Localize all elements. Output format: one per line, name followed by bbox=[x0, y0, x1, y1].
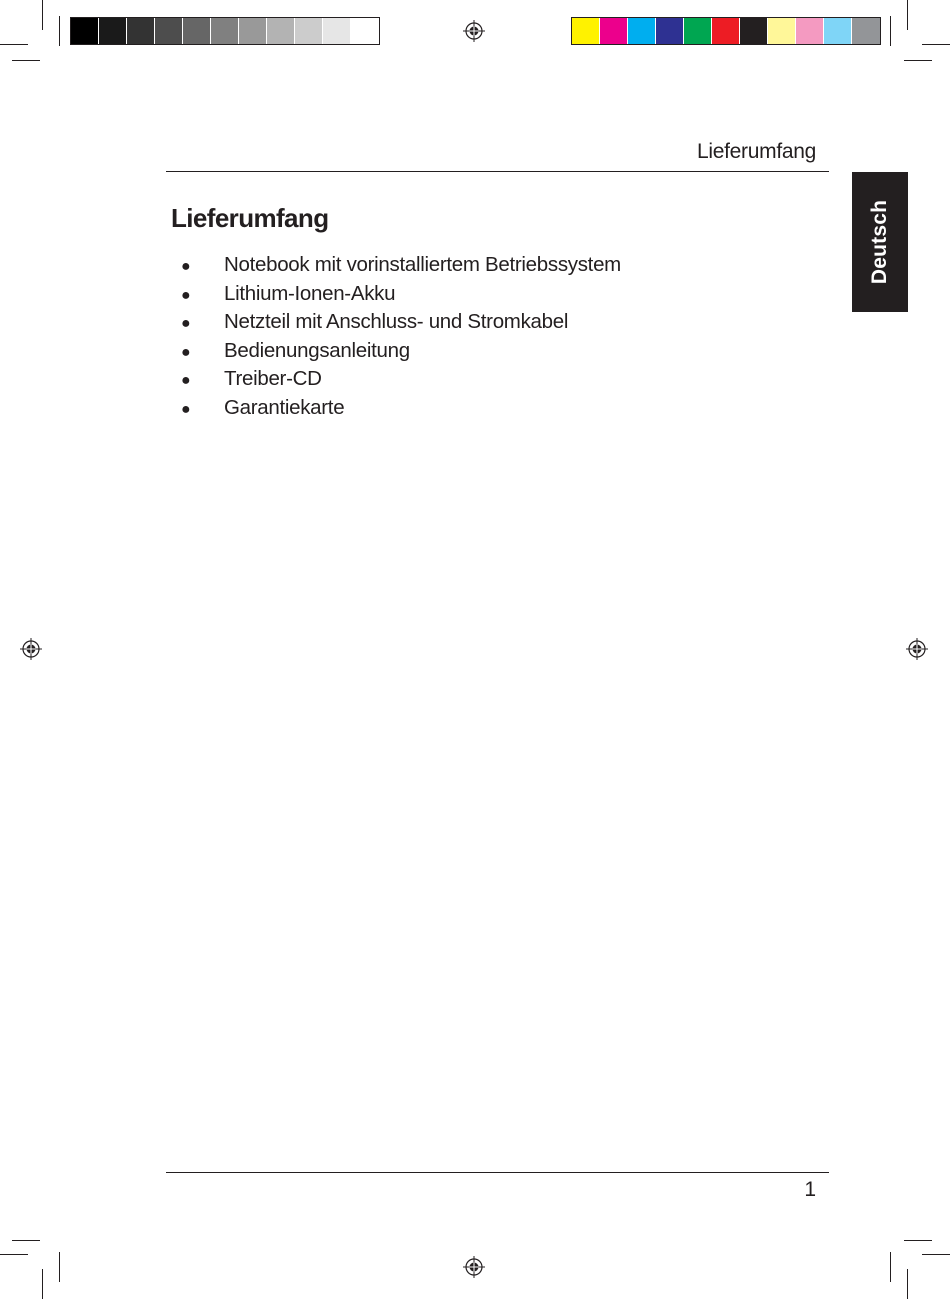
color-swatch bbox=[267, 18, 295, 44]
footer-rule bbox=[166, 1172, 829, 1173]
color-swatch bbox=[712, 18, 740, 44]
list-item-text: Notebook mit vorinstalliertem Betriebssystem bbox=[224, 253, 621, 276]
color-swatch bbox=[239, 18, 267, 44]
section-title: Lieferumfang bbox=[171, 203, 329, 233]
color-swatch bbox=[684, 18, 712, 44]
crop-mark bbox=[890, 1252, 891, 1282]
grayscale-calibration-bar bbox=[70, 17, 380, 45]
crop-mark bbox=[904, 1240, 932, 1241]
color-swatch bbox=[71, 18, 99, 44]
list-item-text: Bedienungsanleitung bbox=[224, 338, 410, 362]
crop-mark bbox=[907, 0, 908, 30]
list-item bbox=[178, 367, 621, 396]
crop-mark bbox=[0, 44, 28, 45]
color-swatch bbox=[656, 18, 684, 44]
registration-mark-icon bbox=[906, 638, 928, 660]
color-calibration-bar bbox=[571, 17, 881, 45]
crop-mark bbox=[0, 1254, 28, 1255]
crop-mark bbox=[907, 1269, 908, 1299]
crop-mark bbox=[59, 16, 60, 46]
color-swatch bbox=[824, 18, 852, 44]
list-item bbox=[178, 253, 621, 282]
bullet-icon: ● bbox=[181, 372, 191, 390]
running-header: Lieferumfang bbox=[697, 140, 816, 163]
bullet-icon: ● bbox=[181, 315, 191, 333]
color-swatch bbox=[155, 18, 183, 44]
color-swatch bbox=[323, 18, 351, 44]
color-swatch bbox=[796, 18, 824, 44]
crop-mark bbox=[890, 16, 891, 46]
color-swatch bbox=[852, 18, 880, 44]
crop-mark bbox=[12, 60, 40, 61]
color-swatch bbox=[351, 18, 379, 44]
language-tab bbox=[852, 172, 908, 312]
package-contents-list bbox=[178, 253, 621, 425]
list-item bbox=[178, 339, 621, 368]
color-swatch bbox=[211, 18, 239, 44]
header-rule bbox=[166, 171, 829, 172]
color-swatch bbox=[572, 18, 600, 44]
registration-mark-icon bbox=[20, 638, 42, 660]
crop-mark bbox=[59, 1252, 60, 1282]
color-swatch bbox=[600, 18, 628, 44]
bullet-icon: ● bbox=[181, 343, 191, 361]
crop-mark bbox=[922, 44, 950, 45]
list-item bbox=[178, 310, 621, 339]
crop-mark bbox=[922, 1254, 950, 1255]
bullet-icon: ● bbox=[181, 286, 191, 304]
list-item-text: Garantiekarte bbox=[224, 395, 345, 419]
crop-mark bbox=[904, 60, 932, 61]
list-item bbox=[178, 282, 621, 311]
bullet-icon: ● bbox=[181, 258, 191, 275]
color-swatch bbox=[183, 18, 211, 44]
crop-mark bbox=[42, 0, 43, 30]
color-swatch bbox=[99, 18, 127, 44]
color-swatch bbox=[127, 18, 155, 44]
color-swatch bbox=[768, 18, 796, 44]
crop-mark bbox=[12, 1240, 40, 1241]
list-item-text: Netzteil mit Anschluss- und Stromkabel bbox=[224, 310, 569, 334]
page-number: 1 bbox=[804, 1178, 816, 1201]
color-swatch bbox=[740, 18, 768, 44]
color-swatch bbox=[628, 18, 656, 44]
list-item-text: Treiber-CD bbox=[224, 367, 322, 391]
registration-mark-icon bbox=[463, 20, 485, 42]
list-item-text: Lithium-Ionen-Akku bbox=[224, 281, 396, 305]
bullet-icon: ● bbox=[181, 400, 191, 418]
language-tab-label: Deutsch bbox=[868, 199, 892, 285]
color-swatch bbox=[295, 18, 323, 44]
crop-mark bbox=[42, 1269, 43, 1299]
registration-mark-icon bbox=[463, 1256, 485, 1278]
list-item bbox=[178, 396, 621, 425]
